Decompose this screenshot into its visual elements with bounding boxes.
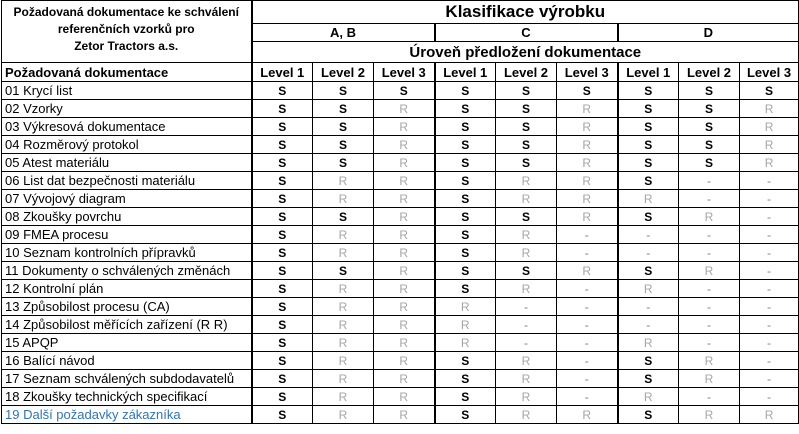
requirement-cell: R <box>740 154 799 172</box>
requirement-cell: S <box>435 352 496 370</box>
table-row <box>2 280 799 298</box>
requirement-cell: S <box>435 136 496 154</box>
requirement-cell: - <box>740 298 799 316</box>
requirement-cell: S <box>435 226 496 244</box>
requirement-cell: S <box>618 172 679 190</box>
requirement-cell: R <box>374 334 435 352</box>
requirement-cell: - <box>740 334 799 352</box>
requirement-cell: R <box>496 172 557 190</box>
requirement-cell: S <box>618 262 679 280</box>
requirement-cell: - <box>679 172 740 190</box>
requirement-cell: - <box>740 316 799 334</box>
requirement-cell: S <box>679 154 740 172</box>
level-header: Level 2 <box>496 63 557 82</box>
requirement-cell: R <box>557 154 618 172</box>
requirement-cell: R <box>679 208 740 226</box>
row-label: 13 Způsobilost procesu (CA) <box>2 298 252 316</box>
requirement-cell: S <box>435 244 496 262</box>
requirement-cell: S <box>252 190 313 208</box>
requirement-cell: R <box>374 280 435 298</box>
requirement-cell: S <box>252 172 313 190</box>
requirement-cell: R <box>374 244 435 262</box>
requirement-cell: S <box>435 190 496 208</box>
requirement-cell: S <box>252 280 313 298</box>
requirement-cell: S <box>496 118 557 136</box>
title-line-2: referenčních vzorků pro <box>57 22 195 36</box>
level-header: Level 3 <box>374 63 435 82</box>
requirement-cell: R <box>557 262 618 280</box>
requirement-cell: S <box>252 262 313 280</box>
requirement-cell: S <box>618 208 679 226</box>
group-d-header: D <box>618 24 799 42</box>
requirement-cell: R <box>557 190 618 208</box>
row-label: 03 Výkresová dokumentace <box>2 118 252 136</box>
table-row <box>2 352 799 370</box>
row-label: 14 Způsobilost měřících zařízení (R R) <box>2 316 252 334</box>
requirement-cell: R <box>557 100 618 118</box>
requirement-cell: - <box>679 226 740 244</box>
row-label: 08 Zkoušky povrchu <box>2 208 252 226</box>
table-row <box>2 208 799 226</box>
requirement-cell: R <box>496 406 557 424</box>
requirement-cell: S <box>435 82 496 100</box>
table-row <box>2 226 799 244</box>
requirement-cell: S <box>496 136 557 154</box>
requirement-cell: - <box>740 208 799 226</box>
requirement-cell: S <box>252 118 313 136</box>
requirement-cell: S <box>374 82 435 100</box>
row-label: 02 Vzorky <box>2 100 252 118</box>
requirement-cell: S <box>618 406 679 424</box>
level-header: Level 2 <box>679 63 740 82</box>
requirement-cell: - <box>740 172 799 190</box>
table-row <box>2 100 799 118</box>
requirement-cell: S <box>252 244 313 262</box>
table-row <box>2 298 799 316</box>
requirement-cell: R <box>740 136 799 154</box>
requirement-cell: R <box>618 280 679 298</box>
requirement-cell: S <box>435 100 496 118</box>
table-row <box>2 190 799 208</box>
level-header: Level 3 <box>557 63 618 82</box>
requirement-cell: S <box>313 208 374 226</box>
requirement-cell: S <box>435 406 496 424</box>
requirement-cell: R <box>374 172 435 190</box>
requirement-cell: R <box>374 136 435 154</box>
requirement-cell: S <box>313 136 374 154</box>
requirement-cell: S <box>313 154 374 172</box>
requirement-cell: R <box>679 352 740 370</box>
requirement-cell: S <box>252 370 313 388</box>
level-header: Level 3 <box>740 63 799 82</box>
group-ab-header: A, B <box>252 24 435 42</box>
requirement-cell: R <box>618 334 679 352</box>
documentation-table <box>1 0 799 424</box>
requirement-cell: R <box>313 316 374 334</box>
requirement-cell: - <box>740 262 799 280</box>
requirement-cell: S <box>618 100 679 118</box>
requirement-cell: R <box>374 316 435 334</box>
requirement-cell: - <box>618 316 679 334</box>
requirement-cell: S <box>679 136 740 154</box>
level-header: Level 1 <box>618 63 679 82</box>
row-label: 10 Seznam kontrolních přípravků <box>2 244 252 262</box>
requirement-cell: R <box>374 406 435 424</box>
requirement-cell: R <box>313 298 374 316</box>
requirement-cell: S <box>618 154 679 172</box>
requirement-cell: S <box>252 154 313 172</box>
requirement-cell: S <box>313 118 374 136</box>
requirement-cell: - <box>740 280 799 298</box>
requirement-cell: S <box>435 370 496 388</box>
requirement-cell: R <box>557 208 618 226</box>
table-row <box>2 262 799 280</box>
requirement-cell: R <box>313 370 374 388</box>
klasifikace-header: Klasifikace výrobku <box>252 1 799 24</box>
requirement-cell: S <box>496 208 557 226</box>
requirement-cell: - <box>557 244 618 262</box>
requirement-cell: S <box>435 280 496 298</box>
table-row <box>2 406 799 424</box>
requirement-cell: R <box>557 406 618 424</box>
requirement-cell: R <box>496 370 557 388</box>
requirement-cell: R <box>496 226 557 244</box>
requirement-cell: S <box>496 262 557 280</box>
requirement-cell: S <box>252 226 313 244</box>
requirement-cell: S <box>252 406 313 424</box>
requirement-cell: S <box>496 82 557 100</box>
requirement-cell: R <box>374 208 435 226</box>
level-header: Level 2 <box>313 63 374 82</box>
doc-column-header: Požadovaná dokumentace <box>2 63 252 82</box>
requirement-cell: R <box>740 100 799 118</box>
requirement-cell: R <box>374 154 435 172</box>
row-label: 19 Další požadavky zákazníka <box>2 406 252 424</box>
requirement-cell: R <box>313 172 374 190</box>
requirement-cell: - <box>679 316 740 334</box>
requirement-cell: - <box>618 244 679 262</box>
row-label: 15 APQP <box>2 334 252 352</box>
requirement-cell: - <box>557 298 618 316</box>
table-row <box>2 154 799 172</box>
requirement-cell: - <box>679 190 740 208</box>
requirement-cell: - <box>679 334 740 352</box>
requirement-cell: S <box>496 154 557 172</box>
requirement-cell: R <box>374 100 435 118</box>
requirement-cell: S <box>252 316 313 334</box>
row-label: 04 Rozměrový protokol <box>2 136 252 154</box>
row-label: 11 Dokumenty o schválených změnách <box>2 262 252 280</box>
requirement-cell: R <box>435 316 496 334</box>
requirement-cell: - <box>740 190 799 208</box>
requirement-cell: - <box>618 226 679 244</box>
requirement-cell: S <box>618 118 679 136</box>
requirement-cell: R <box>679 406 740 424</box>
requirement-cell: S <box>435 118 496 136</box>
row-label: 01 Krycí list <box>2 82 252 100</box>
level-header: Level 1 <box>435 63 496 82</box>
requirement-cell: S <box>618 370 679 388</box>
requirement-cell: S <box>496 100 557 118</box>
uroven-header: Úroveň předložení dokumentace <box>252 42 799 63</box>
requirement-cell: - <box>740 388 799 406</box>
requirement-cell: S <box>313 82 374 100</box>
requirement-cell: R <box>496 352 557 370</box>
requirement-cell: R <box>557 136 618 154</box>
requirement-cell: S <box>252 298 313 316</box>
requirement-cell: R <box>313 388 374 406</box>
requirement-cell: R <box>740 118 799 136</box>
requirement-cell: R <box>313 190 374 208</box>
requirement-cell: S <box>252 100 313 118</box>
row-label: 06 List dat bezpečnosti materiálu <box>2 172 252 190</box>
requirement-cell: - <box>557 280 618 298</box>
requirement-cell: R <box>557 172 618 190</box>
title-line-1: Požadovaná dokumentace ke schválení <box>13 5 239 19</box>
requirement-cell: S <box>252 334 313 352</box>
requirement-cell: - <box>496 298 557 316</box>
requirement-cell: - <box>740 226 799 244</box>
table-row <box>2 244 799 262</box>
requirement-cell: S <box>435 208 496 226</box>
requirement-cell: R <box>313 244 374 262</box>
requirement-cell: S <box>679 82 740 100</box>
requirement-cell: S <box>313 262 374 280</box>
requirement-cell: - <box>679 280 740 298</box>
requirement-cell: S <box>679 100 740 118</box>
row-label: 16 Balící návod <box>2 352 252 370</box>
requirement-cell: R <box>313 334 374 352</box>
row-label: 18 Zkoušky technických specifikací <box>2 388 252 406</box>
requirement-cell: R <box>374 226 435 244</box>
table-title <box>2 1 252 63</box>
requirement-cell: R <box>374 118 435 136</box>
row-label: 07 Vývojový diagram <box>2 190 252 208</box>
requirement-cell: - <box>496 334 557 352</box>
requirement-cell: R <box>740 406 799 424</box>
table-row <box>2 118 799 136</box>
requirement-cell: S <box>435 262 496 280</box>
requirement-cell: S <box>435 154 496 172</box>
requirement-cell: R <box>374 352 435 370</box>
requirement-cell: R <box>374 370 435 388</box>
requirement-cell: S <box>557 82 618 100</box>
row-label: 05 Atest materiálu <box>2 154 252 172</box>
level-header: Level 1 <box>252 63 313 82</box>
requirement-cell: R <box>496 190 557 208</box>
requirement-cell: R <box>618 190 679 208</box>
requirement-cell: R <box>679 370 740 388</box>
requirement-cell: - <box>740 352 799 370</box>
requirement-cell: - <box>679 298 740 316</box>
requirement-cell: S <box>252 208 313 226</box>
requirement-cell: R <box>496 244 557 262</box>
requirement-cell: S <box>618 352 679 370</box>
requirement-cell: R <box>557 118 618 136</box>
requirement-cell: R <box>313 226 374 244</box>
requirement-cell: - <box>557 388 618 406</box>
requirement-cell: - <box>618 298 679 316</box>
requirement-cell: - <box>557 352 618 370</box>
requirement-cell: - <box>679 244 740 262</box>
requirement-cell: S <box>618 136 679 154</box>
requirement-cell: - <box>557 370 618 388</box>
requirement-cell: R <box>496 388 557 406</box>
requirement-cell: S <box>679 118 740 136</box>
table-row <box>2 82 799 100</box>
requirement-cell: R <box>374 190 435 208</box>
group-c-header: C <box>435 24 618 42</box>
requirement-cell: - <box>557 316 618 334</box>
requirement-cell: R <box>313 280 374 298</box>
requirement-cell: - <box>679 388 740 406</box>
requirement-cell: R <box>618 388 679 406</box>
table-row <box>2 136 799 154</box>
requirement-cell: R <box>496 280 557 298</box>
requirement-cell: R <box>374 388 435 406</box>
requirement-cell: S <box>435 388 496 406</box>
table-row <box>2 370 799 388</box>
table-row <box>2 316 799 334</box>
requirement-cell: R <box>313 352 374 370</box>
requirement-cell: - <box>557 226 618 244</box>
requirement-cell: S <box>252 388 313 406</box>
requirement-cell: R <box>374 262 435 280</box>
requirement-cell: S <box>252 136 313 154</box>
requirement-cell: S <box>435 172 496 190</box>
row-label: 12 Kontrolní plán <box>2 280 252 298</box>
requirement-cell: R <box>679 262 740 280</box>
requirement-cell: S <box>252 352 313 370</box>
requirement-cell: - <box>557 334 618 352</box>
requirement-cell: S <box>618 82 679 100</box>
requirement-cell: R <box>374 298 435 316</box>
requirement-cell: R <box>435 298 496 316</box>
requirement-cell: S <box>313 100 374 118</box>
title-line-3: Zetor Tractors a.s. <box>74 39 179 53</box>
requirement-cell: R <box>435 334 496 352</box>
row-label: 17 Seznam schválených subdodavatelů <box>2 370 252 388</box>
row-label: 09 FMEA procesu <box>2 226 252 244</box>
requirement-cell: R <box>313 406 374 424</box>
table-row <box>2 334 799 352</box>
requirement-cell: S <box>740 82 799 100</box>
table-row <box>2 172 799 190</box>
requirement-cell: S <box>252 82 313 100</box>
table-row <box>2 388 799 406</box>
requirement-cell: - <box>740 244 799 262</box>
requirement-cell: - <box>740 370 799 388</box>
requirement-cell: - <box>496 316 557 334</box>
